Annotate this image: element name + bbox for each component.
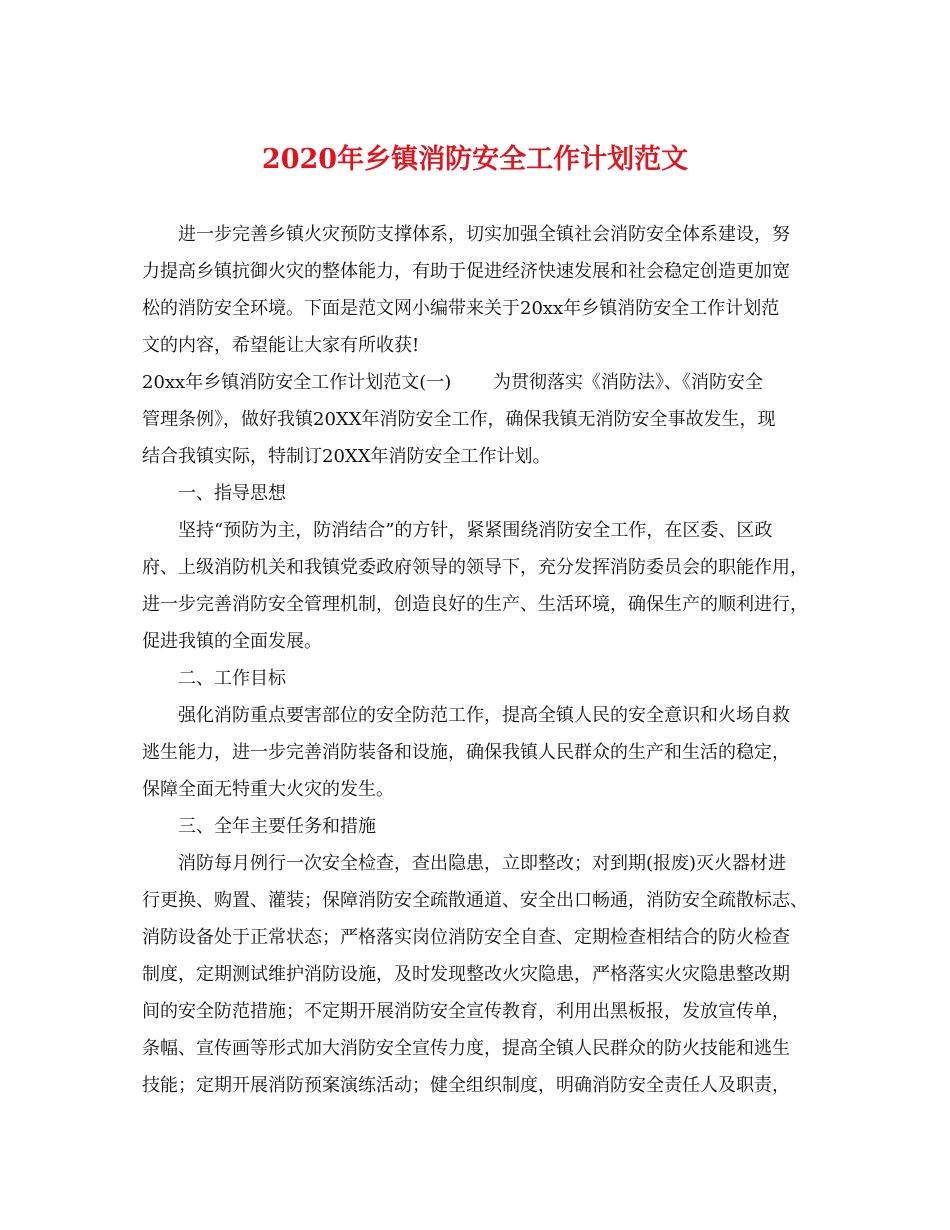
- paragraph-line: 强化消防重点要害部位的安全防范工作，提高全镇人民的安全意识和火场自救: [178, 705, 790, 726]
- paragraph-line: 松的消防安全环境。下面是范文网小编带来关于20xx年乡镇消防安全工作计划范: [142, 298, 780, 319]
- paragraph-line: 结合我镇实际，特制订20XX年消防安全工作计划。: [142, 446, 551, 467]
- paragraph-line: 逃生能力，进一步完善消防装备和设施，确保我镇人民群众的生产和生活的稳定，: [142, 742, 790, 763]
- paragraph-line: 进一步完善乡镇火灾预防支撑体系，切实加强全镇社会消防安全体系建设，努: [178, 224, 790, 245]
- paragraph-line: 府、上级消防机关和我镇党委政府领导的领导下，充分发挥消防委员会的职能作用，: [142, 557, 808, 578]
- paragraph-line: 技能；定期开展消防预案演练活动；健全组织制度，明确消防安全责任人及职责，: [142, 1075, 790, 1096]
- paragraph-line: 条幅、宣传画等形式加大消防安全宣传力度，提高全镇人民群众的防火技能和逃生: [142, 1038, 790, 1059]
- paragraph-line: 管理条例》，做好我镇20XX年消防安全工作，确保我镇无消防安全事故发生，现: [142, 409, 776, 430]
- paragraph-line: 文的内容，希望能让大家有所收获!: [142, 335, 420, 356]
- paragraph-line: 保障全面无特重大火灾的发生。: [142, 779, 394, 800]
- paragraph-line: 坚持“预防为主，防消结合”的方针，紧紧围绕消防安全工作，在区委、区政: [178, 520, 773, 541]
- paragraph-line: 消防每月例行一次安全检查，查出隐患，立即整改；对到期(报废)灭火器材进: [178, 853, 787, 874]
- document-title: 2020年乡镇消防安全工作计划范文: [261, 144, 689, 175]
- paragraph-line: 20xx年乡镇消防安全工作计划范文(一) 为贯彻落实《消防法》、《消防安全: [142, 372, 763, 393]
- paragraph-line: 力提高乡镇抗御火灾的整体能力，有助于促进经济快速发展和社会稳定创造更加宽: [142, 261, 790, 282]
- paragraph-line: 消防设备处于正常状态；严格落实岗位消防安全自查、定期检查相结合的防火检查: [142, 927, 790, 948]
- paragraph-line: 行更换、购置、灌装；保障消防安全疏散通道、安全出口畅通，消防安全疏散标志、: [142, 890, 808, 911]
- paragraph-line: 促进我镇的全面发展。: [142, 631, 322, 652]
- section-heading: 三、全年主要任务和措施: [178, 816, 376, 837]
- paragraph-line: 间的安全防范措施；不定期开展消防安全宣传教育，利用出黑板报，发放宣传单，: [142, 1001, 790, 1022]
- section-heading: 一、指导思想: [178, 483, 286, 504]
- section-heading: 二、工作目标: [178, 668, 286, 689]
- paragraph-line: 制度，定期测试维护消防设施，及时发现整改火灾隐患，严格落实火灾隐患整改期: [142, 964, 790, 985]
- paragraph-line: 进一步完善消防安全管理机制，创造良好的生产、生活环境，确保生产的顺利进行，: [142, 594, 808, 615]
